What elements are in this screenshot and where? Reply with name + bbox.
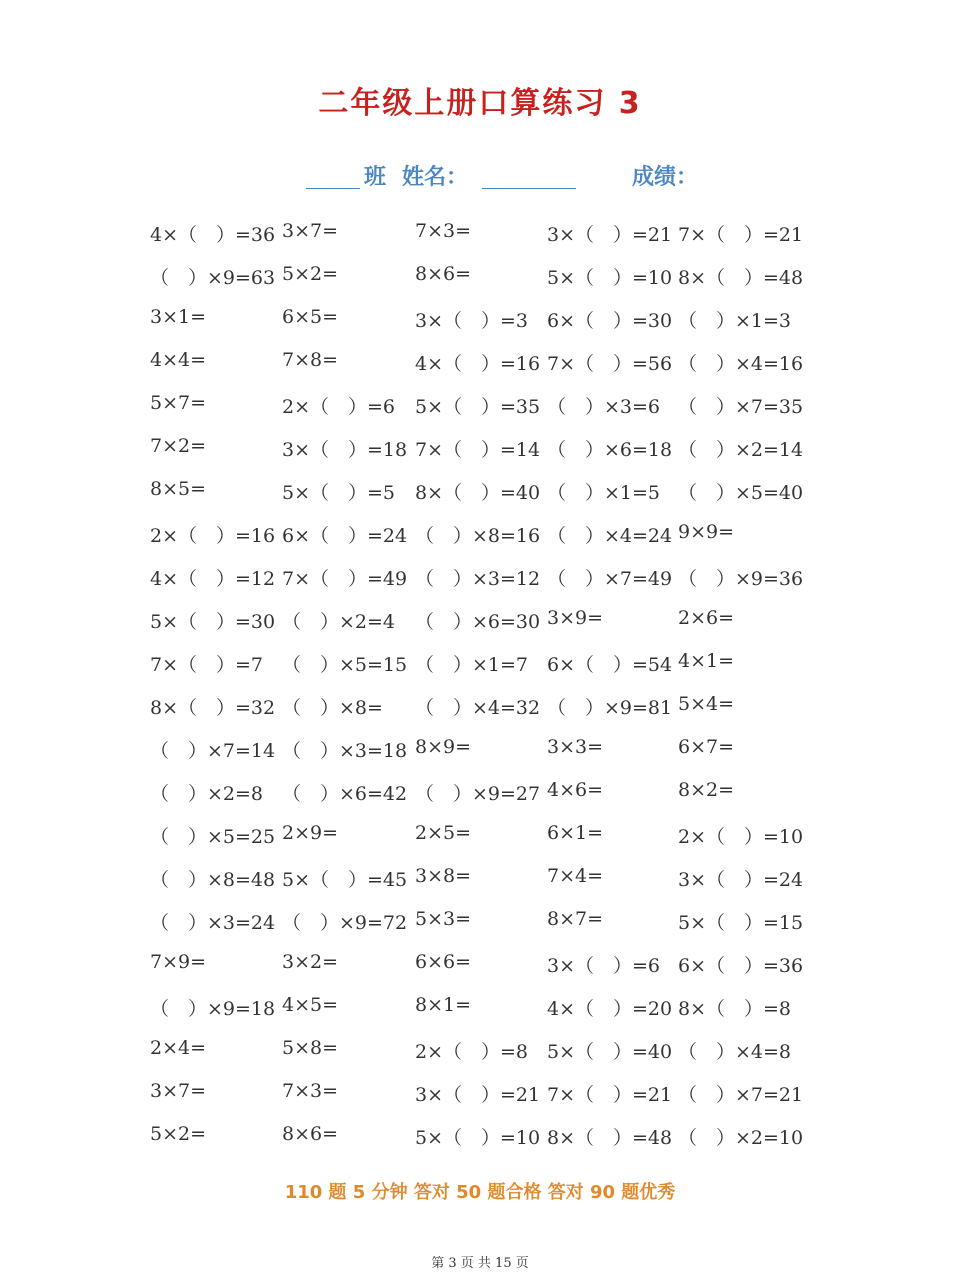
problem-item: 5×（ ）=35: [415, 396, 541, 418]
problem-item: （ ）×6=42: [282, 783, 408, 805]
problem-item: （ ）×2=4: [282, 611, 396, 633]
problem-item: 6×7=: [678, 736, 735, 758]
problem-row: [150, 212, 810, 255]
problem-item: 5×2=: [282, 263, 339, 285]
problem-item: （ ）×9=81: [547, 697, 673, 719]
problem-row: [150, 341, 810, 384]
problem-item: 8×（ ）=32: [150, 697, 276, 719]
problem-item: （ ）×4=16: [678, 353, 804, 375]
problem-row: [150, 298, 810, 341]
problem-item: 7×2=: [150, 435, 207, 457]
problem-row: [150, 1115, 810, 1158]
problem-row: [150, 685, 810, 728]
problem-row: [150, 427, 810, 470]
problem-item: 3×7=: [282, 220, 339, 242]
problem-row: [150, 900, 810, 943]
problem-item: 3×3=: [547, 736, 604, 758]
problem-item: 5×2=: [150, 1123, 207, 1145]
problem-item: 3×（ ）=6: [547, 955, 661, 977]
problem-item: （ ）×4=8: [678, 1041, 792, 1063]
problem-item: 3×（ ）=21: [415, 1084, 541, 1106]
problem-item: 3×8=: [415, 865, 472, 887]
problem-item: （ ）×8=16: [415, 525, 541, 547]
problem-item: 5×4=: [678, 693, 735, 715]
problem-item: 7×3=: [415, 220, 472, 242]
problem-item: 2×4=: [150, 1037, 207, 1059]
problem-item: （ ）×2=8: [150, 783, 264, 805]
problem-item: 2×9=: [282, 822, 339, 844]
problem-item: 4×4=: [150, 349, 207, 371]
problem-item: 9×9=: [678, 521, 735, 543]
problem-item: 8×5=: [150, 478, 207, 500]
problem-item: 3×（ ）=21: [547, 224, 673, 246]
problem-item: （ ）×3=6: [547, 396, 661, 418]
problem-item: （ ）×6=18: [547, 439, 673, 461]
problem-item: 2×（ ）=6: [282, 396, 396, 418]
problem-item: （ ）×9=63: [150, 267, 276, 289]
problem-row: [150, 771, 810, 814]
problem-item: 7×（ ）=7: [150, 654, 264, 676]
problem-item: （ ）×3=18: [282, 740, 408, 762]
problem-item: 5×（ ）=40: [547, 1041, 673, 1063]
problem-item: 8×（ ）=8: [678, 998, 792, 1020]
problem-item: 5×3=: [415, 908, 472, 930]
problem-item: 7×9=: [150, 951, 207, 973]
problem-item: 5×（ ）=30: [150, 611, 276, 633]
problem-item: 3×（ ）=3: [415, 310, 529, 332]
problem-item: 7×4=: [547, 865, 604, 887]
problem-item: （ ）×5=40: [678, 482, 804, 504]
problem-item: 8×（ ）=48: [678, 267, 804, 289]
problem-item: 8×7=: [547, 908, 604, 930]
problem-row: [150, 814, 810, 857]
problem-item: 5×（ ）=10: [547, 267, 673, 289]
problem-row: [150, 986, 810, 1029]
problem-item: 4×5=: [282, 994, 339, 1016]
problem-item: 4×1=: [678, 650, 735, 672]
problem-item: （ ）×9=27: [415, 783, 541, 805]
problem-item: （ ）×8=: [282, 697, 383, 719]
problem-item: （ ）×5=15: [282, 654, 408, 676]
problem-item: 6×（ ）=24: [282, 525, 408, 547]
problem-row: [150, 1072, 810, 1115]
problem-grid: [150, 212, 810, 1158]
problem-item: （ ）×1=5: [547, 482, 661, 504]
problem-item: 7×（ ）=14: [415, 439, 541, 461]
problem-item: 6×5=: [282, 306, 339, 328]
problem-item: 2×（ ）=8: [415, 1041, 529, 1063]
problem-row: [150, 728, 810, 771]
class-blank[interactable]: [306, 188, 360, 189]
problem-row: [150, 642, 810, 685]
problem-item: 7×（ ）=56: [547, 353, 673, 375]
problem-item: 5×（ ）=15: [678, 912, 804, 934]
problem-item: 3×（ ）=18: [282, 439, 408, 461]
problem-item: 7×（ ）=21: [547, 1084, 673, 1106]
problem-row: [150, 1029, 810, 1072]
problem-item: 7×（ ）=21: [678, 224, 804, 246]
problem-row: [150, 599, 810, 642]
problem-item: （ ）×2=14: [678, 439, 804, 461]
problem-row: [150, 513, 810, 556]
problem-item: （ ）×1=3: [678, 310, 792, 332]
problem-item: 8×6=: [415, 263, 472, 285]
problem-item: （ ）×4=32: [415, 697, 541, 719]
problem-item: 3×（ ）=24: [678, 869, 804, 891]
problem-item: 4×（ ）=36: [150, 224, 276, 246]
problem-item: （ ）×1=7: [415, 654, 529, 676]
problem-item: （ ）×7=49: [547, 568, 673, 590]
problem-item: 2×5=: [415, 822, 472, 844]
problem-item: 7×（ ）=49: [282, 568, 408, 590]
problem-item: 2×6=: [678, 607, 735, 629]
problem-item: 8×（ ）=48: [547, 1127, 673, 1149]
problem-row: [150, 857, 810, 900]
score-label: 成绩：: [632, 165, 699, 190]
problem-item: 6×1=: [547, 822, 604, 844]
problem-item: 4×（ ）=12: [150, 568, 276, 590]
problem-item: 7×8=: [282, 349, 339, 371]
problem-item: （ ）×4=24: [547, 525, 673, 547]
problem-item: （ ）×3=12: [415, 568, 541, 590]
problem-item: 3×7=: [150, 1080, 207, 1102]
problem-item: 8×9=: [415, 736, 472, 758]
problem-item: 6×（ ）=54: [547, 654, 673, 676]
problem-item: 4×6=: [547, 779, 604, 801]
problem-item: （ ）×7=35: [678, 396, 804, 418]
problem-item: 2×（ ）=16: [150, 525, 276, 547]
problem-item: 5×（ ）=10: [415, 1127, 541, 1149]
problem-item: 3×9=: [547, 607, 604, 629]
problem-item: 5×（ ）=5: [282, 482, 396, 504]
problem-row: [150, 384, 810, 427]
problem-item: （ ）×7=14: [150, 740, 276, 762]
problem-item: 6×（ ）=36: [678, 955, 804, 977]
page-number: 第 3 页 共 15 页: [431, 1256, 529, 1271]
name-blank[interactable]: [482, 188, 576, 189]
problem-item: （ ）×9=18: [150, 998, 276, 1020]
problem-item: 2×（ ）=10: [678, 826, 804, 848]
student-info-line: [0, 160, 960, 194]
problem-item: （ ）×8=48: [150, 869, 276, 891]
worksheet-title: 二年级上册口算练习 3: [318, 86, 642, 121]
class-label: 班: [364, 165, 387, 190]
problem-item: 4×（ ）=20: [547, 998, 673, 1020]
problem-item: 4×（ ）=16: [415, 353, 541, 375]
problem-item: （ ）×2=10: [678, 1127, 804, 1149]
problem-row: [150, 470, 810, 513]
scoring-note: 110 题 5 分钟 答对 50 题合格 答对 90 题优秀: [284, 1182, 676, 1203]
problem-item: 7×3=: [282, 1080, 339, 1102]
problem-item: （ ）×3=24: [150, 912, 276, 934]
problem-item: （ ）×6=30: [415, 611, 541, 633]
problem-item: 8×（ ）=40: [415, 482, 541, 504]
problem-item: 5×7=: [150, 392, 207, 414]
problem-item: 8×1=: [415, 994, 472, 1016]
problem-row: [150, 943, 810, 986]
problem-item: 3×2=: [282, 951, 339, 973]
problem-item: 5×8=: [282, 1037, 339, 1059]
problem-item: 8×6=: [282, 1123, 339, 1145]
problem-item: 3×1=: [150, 306, 207, 328]
problem-item: 5×（ ）=45: [282, 869, 408, 891]
problem-row: [150, 255, 810, 298]
problem-item: 6×6=: [415, 951, 472, 973]
problem-item: （ ）×9=36: [678, 568, 804, 590]
problem-item: （ ）×7=21: [678, 1084, 804, 1106]
problem-item: 8×2=: [678, 779, 735, 801]
problem-item: （ ）×5=25: [150, 826, 276, 848]
problem-item: 6×（ ）=30: [547, 310, 673, 332]
problem-item: （ ）×9=72: [282, 912, 408, 934]
problem-row: [150, 556, 810, 599]
name-label: 姓名：: [402, 165, 469, 190]
